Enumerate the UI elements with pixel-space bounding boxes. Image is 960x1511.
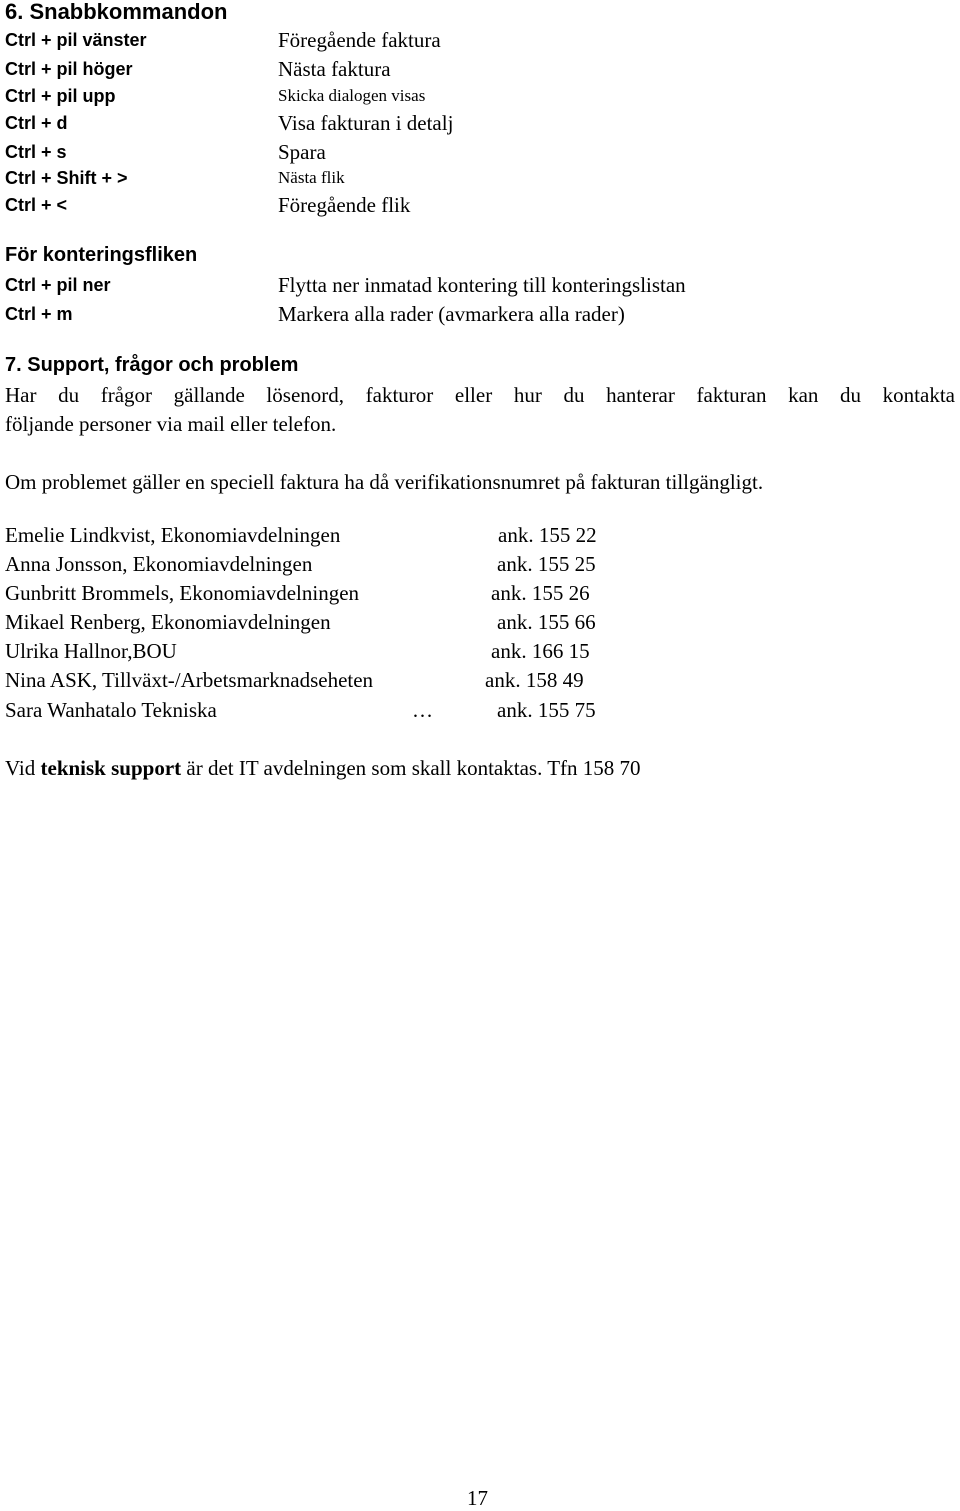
tech-support-line [5, 756, 641, 781]
support-note: Om problemet gäller en speciell faktura ha då verifikationsnumret på fakturan tillgängligt. [5, 470, 764, 494]
contact-ext: ank. 166 15 [491, 639, 590, 663]
page-number: 17 [467, 1486, 488, 1510]
contact-name: Sara Wanhatalo Tekniska [5, 698, 217, 722]
shortcut-key: Ctrl + pil ner [5, 275, 111, 295]
shortcut-key: Ctrl + pil höger [5, 59, 133, 79]
shortcut-action: Föregående flik [278, 193, 411, 217]
contact-name: Anna Jonsson, Ekonomiavdelningen [5, 552, 313, 576]
shortcut-key: Ctrl + s [5, 142, 67, 162]
support-intro-line2: följande personer via mail eller telefon. [5, 412, 337, 436]
shortcut-action: Skicka dialogen visas [278, 86, 426, 105]
contact-ext: ank. 155 75 [497, 698, 596, 722]
shortcut-action: Nästa faktura [278, 57, 391, 81]
shortcut-action: Markera alla rader (avmarkera alla rader) [278, 302, 625, 326]
contact-ellipsis: … [412, 698, 433, 722]
contact-name: Gunbritt Brommels, Ekonomiavdelningen [5, 581, 360, 605]
section-6-title: 6. Snabbkommandon [5, 0, 228, 24]
contact-ext: ank. 158 49 [485, 668, 584, 692]
shortcut-action: Spara [278, 140, 326, 164]
shortcut-action: Flytta ner inmatad kontering till konteringslistan [278, 273, 686, 297]
contact-name: Emelie Lindkvist, Ekonomiavdelningen [5, 523, 341, 547]
shortcut-action: Visa fakturan i detalj [278, 111, 454, 135]
shortcut-key: Ctrl + pil vänster [5, 30, 147, 50]
contact-name: Ulrika Hallnor,BOU [5, 639, 177, 663]
contact-ext: ank. 155 22 [498, 523, 597, 547]
shortcut-key: Ctrl + Shift + > [5, 168, 128, 188]
shortcut-key: Ctrl + pil upp [5, 86, 116, 106]
contact-name: Mikael Renberg, Ekonomiavdelningen [5, 610, 331, 634]
contact-name: Nina ASK, Tillväxt-/Arbetsmarknadseheten [5, 668, 374, 692]
kontering-subheading: För konteringsfliken [5, 244, 198, 266]
section-7-title: 7. Support, frågor och problem [5, 354, 299, 376]
tech-support-prefix: Vid [5, 756, 41, 780]
shortcut-action: Nästa flik [278, 168, 345, 187]
tech-support-bold: teknisk support [40, 756, 182, 780]
support-intro-line1: Har du frågor gällande lösenord, fakturor eller hur du hanterar fakturan kan du kontakta [5, 383, 955, 407]
shortcut-action: Föregående faktura [278, 28, 441, 52]
contact-ext: ank. 155 26 [491, 581, 590, 605]
contact-ext: ank. 155 66 [497, 610, 596, 634]
tech-support-suffix: är det IT avdelningen som skall kontaktas. Tfn 158 70 [181, 756, 641, 780]
contact-ext: ank. 155 25 [497, 552, 596, 576]
shortcut-key: Ctrl + d [5, 113, 68, 133]
shortcut-key: Ctrl + < [5, 195, 68, 215]
shortcut-key: Ctrl + m [5, 304, 73, 324]
